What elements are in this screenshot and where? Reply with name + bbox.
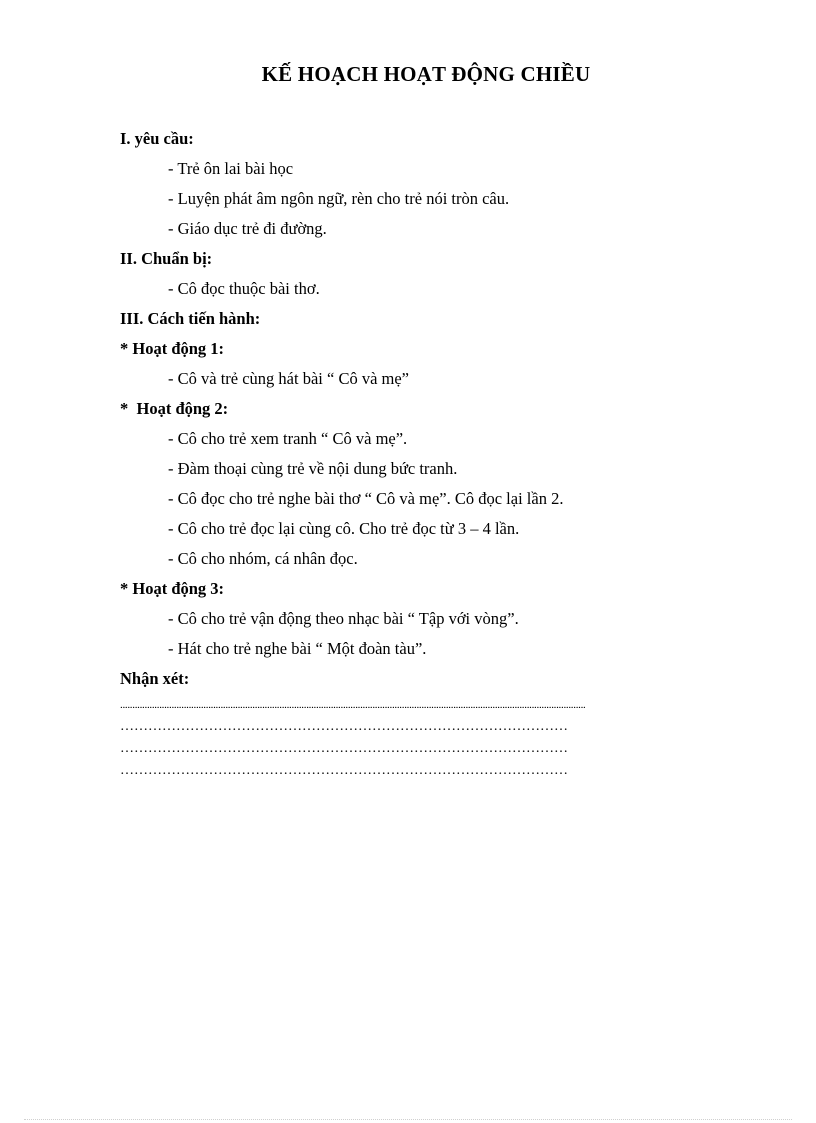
dotted-line: …………………………………………………………………………………… [120,741,568,756]
list-item: - Cô cho trẻ đọc lại cùng cô. Cho trẻ đọc từ 3 – 4 lần. [168,519,520,538]
section-heading-cach-tien-hanh: III. Cách tiến hành: [120,309,261,328]
page-bottom-divider [24,1119,792,1120]
section-heading-hoat-dong-1: * Hoạt động 1: [120,339,225,358]
section-heading-yeu-cau: I. yêu cầu: [120,129,194,148]
list-item: - Giáo dục trẻ đi đường. [168,219,327,238]
list-item: - Cô đọc cho trẻ nghe bài thơ “ Cô và mẹ”. Cô đọc lại lần 2. [168,489,564,508]
section-heading-nhan-xet: Nhận xét: [120,669,190,688]
list-item: - Cô và trẻ cùng hát bài “ Cô và mẹ” [168,369,409,388]
list-item: - Cô cho nhóm, cá nhân đọc. [168,549,358,568]
list-item: - Đàm thoại cùng trẻ về nội dung bức tranh. [168,459,458,478]
dotted-line: …………………………………………………………………………………… [120,763,568,778]
list-item: - Hát cho trẻ nghe bài “ Một đoàn tàu”. [168,639,427,658]
list-item: - Cô cho trẻ xem tranh “ Cô và mẹ”. [168,429,408,448]
list-item: - Trẻ ôn lai bài học [168,159,294,178]
dotted-line: .............................................................................................................................................................................................. [120,699,586,711]
section-heading-hoat-dong-3: * Hoạt động 3: [120,579,225,598]
list-item: - Cô cho trẻ vận động theo nhạc bài “ Tập với vòng”. [168,609,519,628]
page-title: KẾ HOẠCH HOẠT ĐỘNG CHIỀU [261,62,591,86]
section-heading-chuan-bi: II. Chuẩn bị: [120,249,213,268]
list-item: - Luyện phát âm ngôn ngữ, rèn cho trẻ nói tròn câu. [168,189,510,208]
dotted-line: …………………………………………………………………………………… [120,719,568,734]
document-body [120,124,720,782]
section-heading-hoat-dong-2: * Hoạt động 2: [120,399,229,418]
list-item: - Cô đọc thuộc bài thơ. [168,279,320,298]
